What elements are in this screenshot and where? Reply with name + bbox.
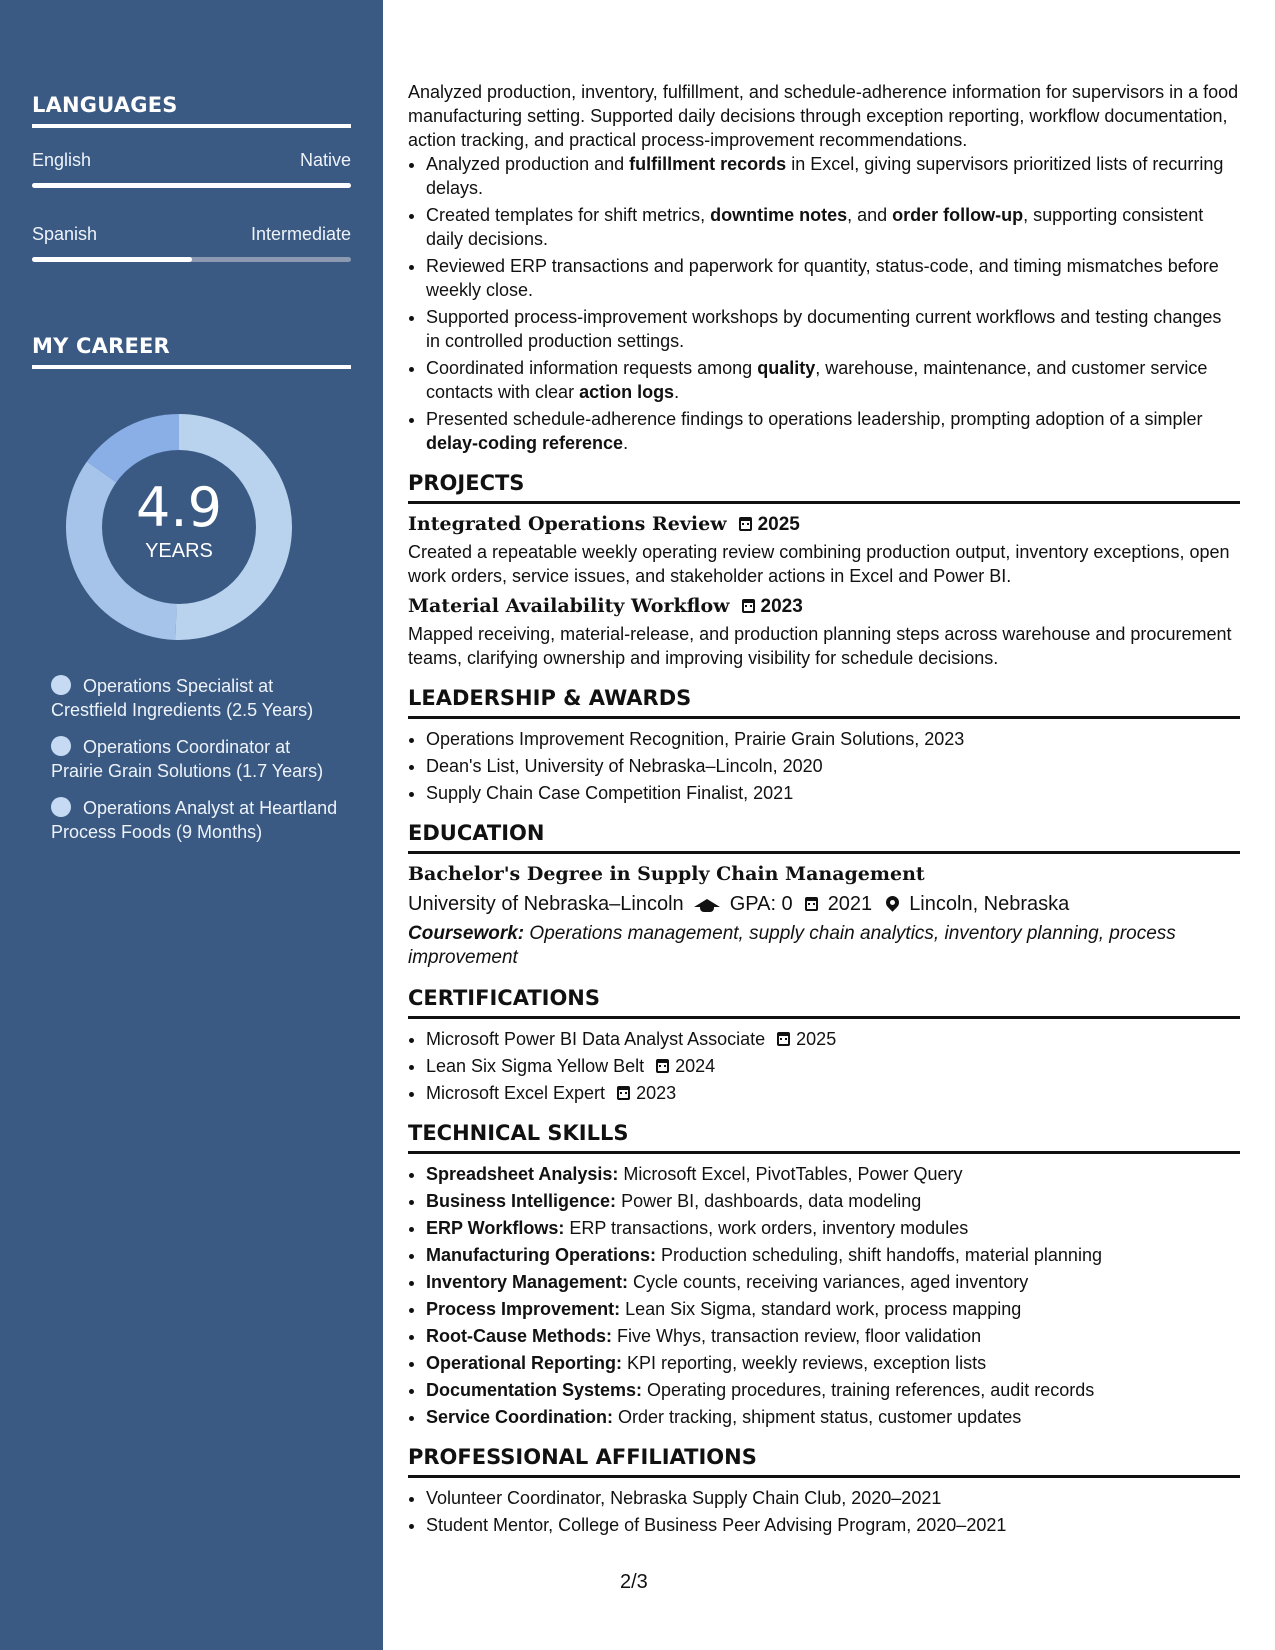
skill-item: • Operational Reporting: KPI reporting, weekly reviews, exception lists (426, 1351, 1240, 1375)
career-donut-chart (66, 414, 292, 640)
experience-summary: Analyzed production, inventory, fulfillment, and schedule-adherence information for supervisors in a food manufacturing setting. Supported daily decisions through exception reporting, workflow documentation, action tracking, and practical process-improvement recommendations. (408, 82, 1239, 150)
graduation-cap-icon (694, 899, 720, 907)
section-rule (408, 1475, 1240, 1478)
skill-item: • Inventory Management: Cycle counts, receiving variances, aged inventory (426, 1270, 1240, 1294)
languages-section (32, 93, 351, 262)
skill-item: • Service Coordination: Order tracking, shipment status, customer updates (426, 1405, 1240, 1429)
legend-dot-icon (51, 675, 71, 695)
language-bar (32, 257, 351, 262)
language-item (32, 150, 351, 188)
career-total-unit: YEARS (145, 540, 213, 562)
page-number: 2/3 (620, 1571, 648, 1593)
education-coursework (408, 922, 1240, 970)
award-item: • Dean's List, University of Nebraska–Lincoln, 2020 (426, 754, 1240, 778)
language-bar-fill (32, 257, 192, 262)
experience-bullet: • Coordinated information requests among quality, warehouse, maintenance, and customer service contacts with clear action logs. (426, 356, 1240, 404)
section-rule (408, 501, 1240, 504)
education-school: University of Nebraska–Lincoln (408, 893, 684, 915)
sidebar (0, 0, 383, 1650)
certifications-list (408, 1027, 1240, 1105)
project-year: 2023 (760, 596, 803, 617)
calendar-icon (805, 897, 818, 911)
language-level: Intermediate (250, 224, 351, 244)
main-content (408, 80, 1240, 1540)
career-legend-label: Operations Specialist at Crestfield Ingredients (2.5 Years) (51, 676, 314, 720)
section-rule (408, 1151, 1240, 1154)
career-legend-label: Operations Analyst at Heartland Process Foods (9 Months) (51, 798, 338, 842)
languages-rule (32, 124, 351, 128)
experience-bullet: • Presented schedule-adherence findings to operations leadership, prompting adoption of a simpler delay-coding reference. (426, 407, 1240, 455)
education-degree: Bachelor's Degree in Supply Chain Management (408, 863, 925, 885)
projects-title: PROJECTS (408, 471, 525, 495)
certifications-title: CERTIFICATIONS (408, 986, 601, 1010)
skill-item: • Manufacturing Operations: Production scheduling, shift handoffs, material planning (426, 1243, 1240, 1267)
experience-bullet: • Supported process-improvement workshops by documenting current workflows and testing changes in controlled production settings. (426, 305, 1240, 353)
career-legend-item (51, 674, 341, 722)
project-heading (408, 512, 1240, 537)
project-name: Integrated Operations Review (408, 513, 727, 535)
education-location: Lincoln, Nebraska (909, 893, 1070, 915)
affiliation-item: • Student Mentor, College of Business Peer Advising Program, 2020–2021 (426, 1513, 1240, 1537)
language-name: Spanish (32, 224, 98, 244)
section-rule (408, 716, 1240, 719)
career-legend-item (51, 796, 341, 844)
career-total-value: 4.9 (136, 476, 222, 539)
career-rule (32, 365, 351, 369)
education-details (408, 892, 1240, 916)
skill-item: • Spreadsheet Analysis: Microsoft Excel, PivotTables, Power Query (426, 1162, 1240, 1186)
languages-title: LANGUAGES (32, 93, 178, 117)
affiliations-title: PROFESSIONAL AFFILIATIONS (408, 1445, 757, 1469)
career-title: MY CAREER (32, 334, 170, 358)
experience-bullets (408, 152, 1240, 455)
award-item: • Supply Chain Case Competition Finalist, 2021 (426, 781, 1240, 805)
location-pin-icon (883, 893, 901, 911)
project-year: 2025 (757, 514, 800, 535)
language-bar (32, 183, 351, 188)
skill-item: • Documentation Systems: Operating procedures, training references, audit records (426, 1378, 1240, 1402)
language-item (32, 224, 351, 262)
skills-list (408, 1162, 1240, 1429)
language-bar-fill (32, 183, 351, 188)
education-gpa: GPA: 0 (729, 893, 793, 915)
project-name: Material Availability Workflow (408, 595, 730, 617)
calendar-icon (739, 517, 752, 531)
section-rule (408, 851, 1240, 854)
awards-title: LEADERSHIP & AWARDS (408, 686, 692, 710)
affiliation-item: • Volunteer Coordinator, Nebraska Supply Chain Club, 2020–2021 (426, 1486, 1240, 1510)
project-description: Mapped receiving, material-release, and production planning steps across warehouse and procurement teams, clarifying ownership and improving visibility for schedule decisions. (408, 624, 1232, 668)
skill-item: • Process Improvement: Lean Six Sigma, standard work, process mapping (426, 1297, 1240, 1321)
language-level: Native (299, 150, 351, 170)
education-year: 2021 (827, 893, 873, 915)
career-legend-label: Operations Coordinator at Prairie Grain Solutions (1.7 Years) (51, 737, 324, 781)
education-title: EDUCATION (408, 821, 545, 845)
experience-bullet: • Created templates for shift metrics, downtime notes, and order follow-up, supporting consistent daily decisions. (426, 203, 1240, 251)
award-item: • Operations Improvement Recognition, Prairie Grain Solutions, 2023 (426, 727, 1240, 751)
certification-item: • Microsoft Power BI Data Analyst Associate 2025 (426, 1027, 1240, 1051)
project-description: Created a repeatable weekly operating review combining production output, inventory exceptions, open work orders, service issues, and stakeholder actions in Excel and Power BI. (408, 542, 1230, 586)
skills-title: TECHNICAL SKILLS (408, 1121, 629, 1145)
calendar-icon (617, 1086, 630, 1100)
career-section (32, 334, 351, 369)
affiliations-list (408, 1486, 1240, 1537)
calendar-icon (777, 1032, 790, 1046)
calendar-icon (656, 1059, 669, 1073)
experience-bullet: • Analyzed production and fulfillment records in Excel, giving supervisors prioritized lists of recurring delays. (426, 152, 1240, 200)
coursework-label: Coursework: (408, 923, 525, 944)
skill-item: • ERP Workflows: ERP transactions, work orders, inventory modules (426, 1216, 1240, 1240)
calendar-icon (742, 599, 755, 613)
certification-item: • Microsoft Excel Expert 2023 (426, 1081, 1240, 1105)
certification-item: • Lean Six Sigma Yellow Belt 2024 (426, 1054, 1240, 1078)
career-legend-item (51, 735, 341, 783)
legend-dot-icon (51, 736, 71, 756)
career-legend (51, 674, 341, 857)
skill-item: • Root-Cause Methods: Five Whys, transaction review, floor validation (426, 1324, 1240, 1348)
skill-item: • Business Intelligence: Power BI, dashboards, data modeling (426, 1189, 1240, 1213)
awards-list (408, 727, 1240, 805)
experience-bullet: • Reviewed ERP transactions and paperwork for quantity, status-code, and timing mismatches before weekly close. (426, 254, 1240, 302)
section-rule (408, 1016, 1240, 1019)
legend-dot-icon (51, 797, 71, 817)
coursework-text: Operations management, supply chain analytics, inventory planning, process improvement (408, 923, 1176, 968)
project-heading (408, 594, 1240, 619)
language-name: English (32, 150, 92, 170)
